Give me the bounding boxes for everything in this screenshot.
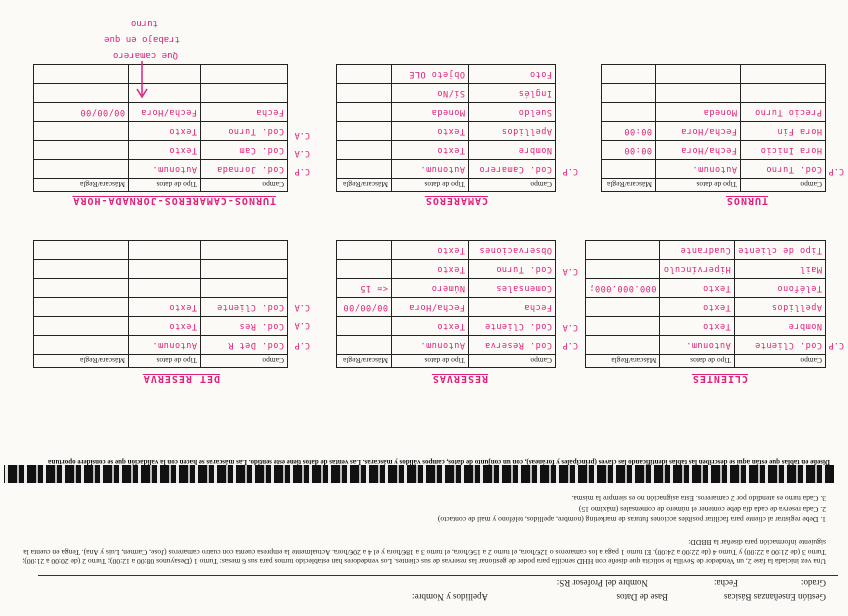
cell-mask: 00/00/00 — [34, 103, 129, 122]
turnos-table — [601, 64, 826, 192]
det-reserva-pk-mark: C.P — [294, 340, 310, 350]
table-row — [34, 122, 288, 141]
cell-campo: Apellidos — [469, 122, 556, 141]
cell-tipo: Cuadrante — [660, 241, 734, 260]
table-row — [337, 84, 556, 103]
course-label: Gestión Enseñanzas Básicas — [724, 592, 826, 602]
cell-campo: Cod. Jornada — [201, 160, 288, 179]
table-row — [337, 241, 556, 260]
col-mask: Máscara/Regla — [34, 355, 129, 368]
table-row — [585, 298, 825, 317]
cell-campo — [201, 260, 288, 279]
col-mask: Máscara/Regla — [34, 179, 129, 192]
cell-tipo: Texto — [392, 241, 469, 260]
cell-campo: Teléfono — [734, 279, 825, 298]
turnos-camareros-pk-mark: C.P — [294, 166, 310, 176]
table-row — [34, 65, 288, 84]
cell-mask — [337, 317, 392, 336]
cell-tipo: Fecha/Hora — [129, 103, 201, 122]
requirement-item: 2. Cada reserva de cada día debe contener el número de comensales (máximo 15) — [578, 504, 826, 514]
clientes-title: CLIENTES — [691, 373, 748, 384]
name-label: Apellidos y Nombre: — [412, 592, 488, 602]
clientes-table — [585, 240, 826, 368]
table-row — [34, 260, 288, 279]
cell-campo: Nombre — [469, 141, 556, 160]
cell-campo: Precio Turno — [741, 103, 826, 122]
reservas-title: RESERVAS — [431, 373, 488, 384]
cell-mask — [34, 122, 129, 141]
col-mask: Máscara/Regla — [602, 179, 656, 192]
cell-campo — [741, 84, 826, 103]
table-row — [34, 241, 288, 260]
table-row — [602, 141, 826, 160]
cell-mask — [585, 260, 659, 279]
cell-tipo: Texto — [392, 141, 469, 160]
col-mask: Máscara/Regla — [337, 179, 392, 192]
cell-campo — [201, 279, 288, 298]
table-header-row — [337, 179, 556, 192]
cell-campo: Cod. Res — [201, 317, 288, 336]
cell-mask — [34, 260, 129, 279]
cell-mask — [34, 141, 129, 160]
cell-tipo: Hipervínculo — [660, 260, 734, 279]
table-row — [337, 122, 556, 141]
col-campo: Campo — [469, 179, 556, 192]
col-campo: Campo — [201, 355, 288, 368]
reservas-fk-mark: C.A — [562, 266, 578, 276]
cell-campo: Foto — [469, 65, 556, 84]
cell-campo: Cod. Cliente — [469, 317, 556, 336]
cell-tipo: Texto — [129, 298, 201, 317]
table-header-row — [337, 355, 556, 368]
table-row — [602, 122, 826, 141]
annotation-line3: turno — [130, 18, 158, 28]
col-tipo: Tipo de datos — [392, 179, 469, 192]
cell-tipo: Sí/No — [392, 84, 469, 103]
table-row — [34, 84, 288, 103]
turnos-camareros-table — [33, 64, 288, 192]
table-row — [585, 241, 825, 260]
table-header-row — [585, 355, 825, 368]
cell-mask — [34, 241, 129, 260]
reservas-fk-mark: C.A — [562, 322, 578, 332]
col-tipo: Tipo de datos — [392, 355, 469, 368]
cell-campo: Fecha — [469, 298, 556, 317]
scan-noise-band — [4, 465, 834, 483]
cell-campo — [201, 65, 288, 84]
subject-label: Base de Datos — [616, 592, 668, 602]
cell-tipo: Texto — [129, 317, 201, 336]
turnos-camareros-fk-mark: C.A — [294, 130, 310, 140]
col-tipo: Tipo de datos — [129, 179, 201, 192]
table-row — [337, 298, 556, 317]
table-row — [337, 336, 556, 355]
turnos-title: TURNOS — [725, 195, 768, 206]
cell-mask — [602, 84, 656, 103]
det-reserva-fk-mark: C.A — [294, 302, 310, 312]
cell-tipo: Texto — [129, 122, 201, 141]
cell-tipo: Texto — [660, 298, 734, 317]
table-row — [602, 84, 826, 103]
cell-mask — [34, 317, 129, 336]
cell-mask — [34, 279, 129, 298]
table-row — [34, 279, 288, 298]
cell-campo: Hora Fin — [741, 122, 826, 141]
cell-mask — [337, 141, 392, 160]
requirement-item: 3. Cada turno es atendido por 2 camareros. Esta asignación no es siempre la misma. — [571, 494, 826, 504]
date-label: Fecha: — [714, 578, 738, 588]
table-row — [34, 103, 288, 122]
cell-tipo: Texto — [392, 317, 469, 336]
cell-campo: Fecha — [201, 103, 288, 122]
instructions-bold: Diseñe en tablas que están aquí se describen las tablas identificando las claves (principales y foráneas), con un conjunto de datos, campos válidos y máscaras. Las ventas de datos tiene este sentido. Las máscaras se hacen con la validación que se considere oportuna — [48, 458, 830, 466]
grade-label: Grado: — [801, 578, 826, 588]
det-reserva-table — [33, 240, 288, 368]
annotation-arrow-icon — [136, 61, 148, 101]
cell-tipo: Autonum. — [392, 160, 469, 179]
cell-mask — [585, 298, 659, 317]
table-row — [585, 260, 825, 279]
annotation-line1: Que camarero — [112, 50, 178, 60]
cell-campo: Tipo de cliente — [734, 241, 825, 260]
teacher-label: Nombre del Profesor RS: — [556, 578, 648, 588]
table-row — [602, 103, 826, 122]
table-row — [337, 279, 556, 298]
cell-mask — [585, 336, 659, 355]
table-row — [34, 336, 288, 355]
cell-tipo: Autonum. — [660, 336, 734, 355]
cell-campo: Apellidos — [734, 298, 825, 317]
cell-campo: Nombre — [734, 317, 825, 336]
table-row — [34, 160, 288, 179]
cell-mask — [337, 84, 392, 103]
cell-campo: Cod. Cliente — [201, 298, 288, 317]
col-campo: Campo — [469, 355, 556, 368]
cell-mask — [602, 103, 656, 122]
turnos-camareros-fk-mark: C.A — [294, 148, 310, 158]
table-header-row — [34, 355, 288, 368]
reservas-pk-mark: C.P — [562, 340, 578, 350]
col-mask: Máscara/Regla — [585, 355, 659, 368]
cell-mask: 000.000.000; — [585, 279, 659, 298]
cell-campo: Cod. Cam — [201, 141, 288, 160]
cell-campo: Cod. Turno — [201, 122, 288, 141]
table-row — [337, 65, 556, 84]
table-row — [585, 336, 825, 355]
col-campo: Campo — [734, 355, 825, 368]
cell-tipo — [656, 65, 741, 84]
cell-mask: 00:00 — [602, 141, 656, 160]
cell-tipo — [129, 260, 201, 279]
cell-mask — [34, 65, 129, 84]
intro-text: Una vez iniciada la fase 2, un Vendedor de Sevilla le solicita que diseñe con HHD sencilla para poder de gestionar las reservas de sus clientes. Los vendedores han establecido turnos para sus 6 mesas: Turno 1 (Desayunos 08:00 a 12:00); Turno 2 (de 20:00 a 21:00); Turno 3 (de 21:00 a 22:00) y Turno 4 (de 22:00 a 24:00). El turno 1 paga a los camareros o 12€/hora, el turno 2 a 15€/hora, el turno 3 a 18€/hora y el 4 a 20€/hora. Actualmente la empresa cuenta con cuatro camareros (Jose, Carmen, Luis y Ana). Tenga en cuenta la siguiente información para diseñar la BBDD: — [22, 538, 826, 566]
cell-campo: Cod. Turno — [469, 260, 556, 279]
cell-campo: Mail — [734, 260, 825, 279]
turnos-pk-mark: C.P — [828, 166, 844, 176]
cell-campo: Cod. Reserva — [469, 336, 556, 355]
cell-campo: Observaciones — [469, 241, 556, 260]
col-campo: Campo — [741, 179, 826, 192]
cell-mask: <= 15 — [337, 279, 392, 298]
cell-mask — [337, 65, 392, 84]
cell-tipo: Texto — [129, 141, 201, 160]
table-row — [337, 317, 556, 336]
table-row — [34, 317, 288, 336]
cell-mask: 00:00 — [602, 122, 656, 141]
cell-tipo: Texto — [392, 122, 469, 141]
cell-mask — [34, 336, 129, 355]
cell-campo: Sueldo — [469, 103, 556, 122]
cell-mask — [585, 317, 659, 336]
table-header-row — [34, 179, 288, 192]
cell-mask — [337, 241, 392, 260]
cell-tipo: Autonum. — [656, 160, 741, 179]
cell-tipo: Número — [392, 279, 469, 298]
cell-campo — [201, 84, 288, 103]
table-row — [602, 160, 826, 179]
camareros-title: CAMAREROS — [424, 195, 488, 206]
cell-mask — [337, 103, 392, 122]
cell-campo — [201, 241, 288, 260]
cell-tipo — [129, 241, 201, 260]
table-row — [337, 160, 556, 179]
cell-mask — [34, 160, 129, 179]
cell-mask — [602, 65, 656, 84]
col-tipo: Tipo de datos — [660, 355, 734, 368]
cell-tipo: Autonum. — [129, 336, 201, 355]
cell-campo: Cod. Cliente — [734, 336, 825, 355]
table-row — [337, 260, 556, 279]
col-tipo: Tipo de datos — [129, 355, 201, 368]
table-row — [585, 317, 825, 336]
cell-tipo: Fecha/Hora — [392, 298, 469, 317]
col-campo: Campo — [201, 179, 288, 192]
cell-campo: Cod. Camarero — [469, 160, 556, 179]
cell-tipo: Fecha/Hora — [656, 122, 741, 141]
cell-mask: 00/00/00 — [337, 298, 392, 317]
reservas-table — [336, 240, 556, 368]
cell-tipo: Objeto OLE — [392, 65, 469, 84]
clientes-pk-mark: C.P — [828, 340, 844, 350]
table-row — [34, 141, 288, 160]
cell-campo: Cod. Det R — [201, 336, 288, 355]
cell-tipo: Texto — [392, 260, 469, 279]
intro-paragraph — [21, 538, 826, 566]
cell-mask — [337, 122, 392, 141]
cell-tipo: Texto — [660, 317, 734, 336]
cell-mask — [34, 84, 129, 103]
table-row — [602, 65, 826, 84]
det-reserva-title: DET RESERVA — [142, 373, 220, 384]
header-divider — [38, 575, 838, 576]
cell-mask — [337, 336, 392, 355]
col-tipo: Tipo de datos — [656, 179, 741, 192]
cell-tipo: Fecha/Hora — [656, 141, 741, 160]
requirements-list — [21, 493, 826, 524]
table-row — [337, 141, 556, 160]
cell-mask — [585, 241, 659, 260]
annotation-line2: trabajo en que — [104, 34, 180, 44]
cell-tipo: Autonum. — [392, 336, 469, 355]
col-mask: Máscara/Regla — [337, 355, 392, 368]
cell-tipo: Autonum. — [129, 160, 201, 179]
cell-tipo — [129, 279, 201, 298]
table-row — [337, 103, 556, 122]
cell-tipo — [656, 84, 741, 103]
cell-tipo: Moneda — [656, 103, 741, 122]
cell-campo — [741, 65, 826, 84]
cell-campo: Cod. Turno — [741, 160, 826, 179]
cell-tipo: Moneda — [392, 103, 469, 122]
table-header-row — [602, 179, 826, 192]
cell-mask — [337, 260, 392, 279]
cell-mask — [602, 160, 656, 179]
det-reserva-fk-mark: C.A — [294, 320, 310, 330]
cell-mask — [34, 298, 129, 317]
cell-campo: Hora Inicio — [741, 141, 826, 160]
camareros-table — [336, 64, 556, 192]
table-row — [34, 298, 288, 317]
cell-mask — [337, 160, 392, 179]
table-row — [585, 279, 825, 298]
camareros-pk-mark: C.P — [562, 166, 578, 176]
cell-campo: Comensales — [469, 279, 556, 298]
turnos-camareros-title: TURNOS-CAMAREROS-JORNADA-HORA — [72, 195, 276, 206]
cell-campo: Inglés — [469, 84, 556, 103]
requirement-item: 1. Debe registrar al cliente para facilitar posibles acciones futuras de marketing (nombre, apellidos, teléfono y mail de contacto) — [437, 515, 826, 524]
cell-tipo: Texto — [660, 279, 734, 298]
